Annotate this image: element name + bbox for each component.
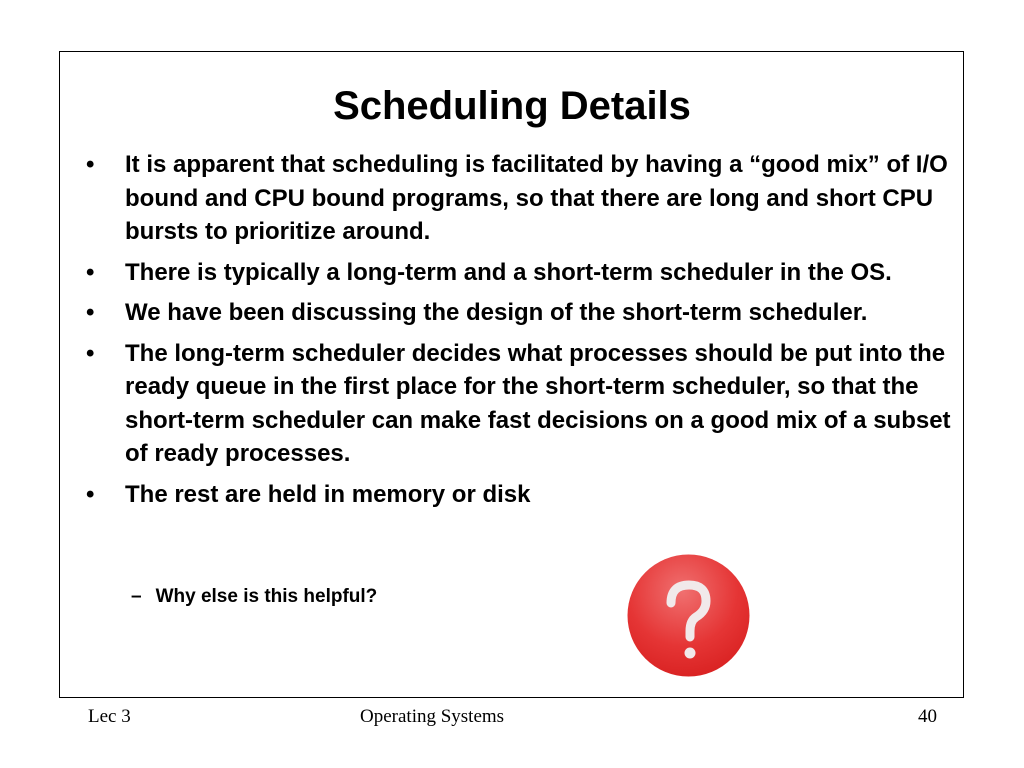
footer-lecture: Lec 3 bbox=[88, 706, 131, 727]
bullet-text: It is apparent that scheduling is facilitated by having a “good mix” of I/O bound and CPU bound programs, so that there are long and short CPU bursts to prioritize around. bbox=[125, 151, 948, 245]
bullet-list bbox=[86, 148, 956, 518]
bullet-text: There is typically a long-term and a short-term scheduler in the OS. bbox=[125, 258, 892, 286]
bullet-dot: • bbox=[86, 480, 95, 508]
bullet-dot: • bbox=[86, 339, 95, 367]
question-mark-icon bbox=[626, 553, 751, 678]
bullet-item bbox=[86, 337, 956, 471]
bullet-item bbox=[86, 148, 956, 249]
bullet-dot: • bbox=[86, 258, 95, 286]
sub-bullet-text: Why else is this helpful? bbox=[155, 586, 378, 607]
bullet-text: The rest are held in memory or disk bbox=[125, 480, 531, 508]
bullet-item bbox=[86, 478, 956, 512]
sub-bullet bbox=[131, 586, 377, 608]
bullet-item bbox=[86, 256, 956, 290]
bullet-text: The long-term scheduler decides what processes should be put into the ready queue in the first place for the short-term scheduler, so that the short-term scheduler can make fast decisions on a good mix of a subset of ready processes. bbox=[125, 339, 951, 467]
slide-title: Scheduling Details bbox=[333, 84, 691, 128]
footer-course: Operating Systems bbox=[360, 706, 505, 727]
bullet-dot: • bbox=[86, 299, 95, 326]
bullet-text: We have been discussing the design of the short-term scheduler. bbox=[125, 299, 868, 326]
bullet-dot: • bbox=[86, 151, 95, 178]
bullet-item bbox=[86, 296, 956, 330]
footer-page-number: 40 bbox=[918, 706, 937, 727]
sub-bullet-dash: – bbox=[131, 586, 142, 607]
